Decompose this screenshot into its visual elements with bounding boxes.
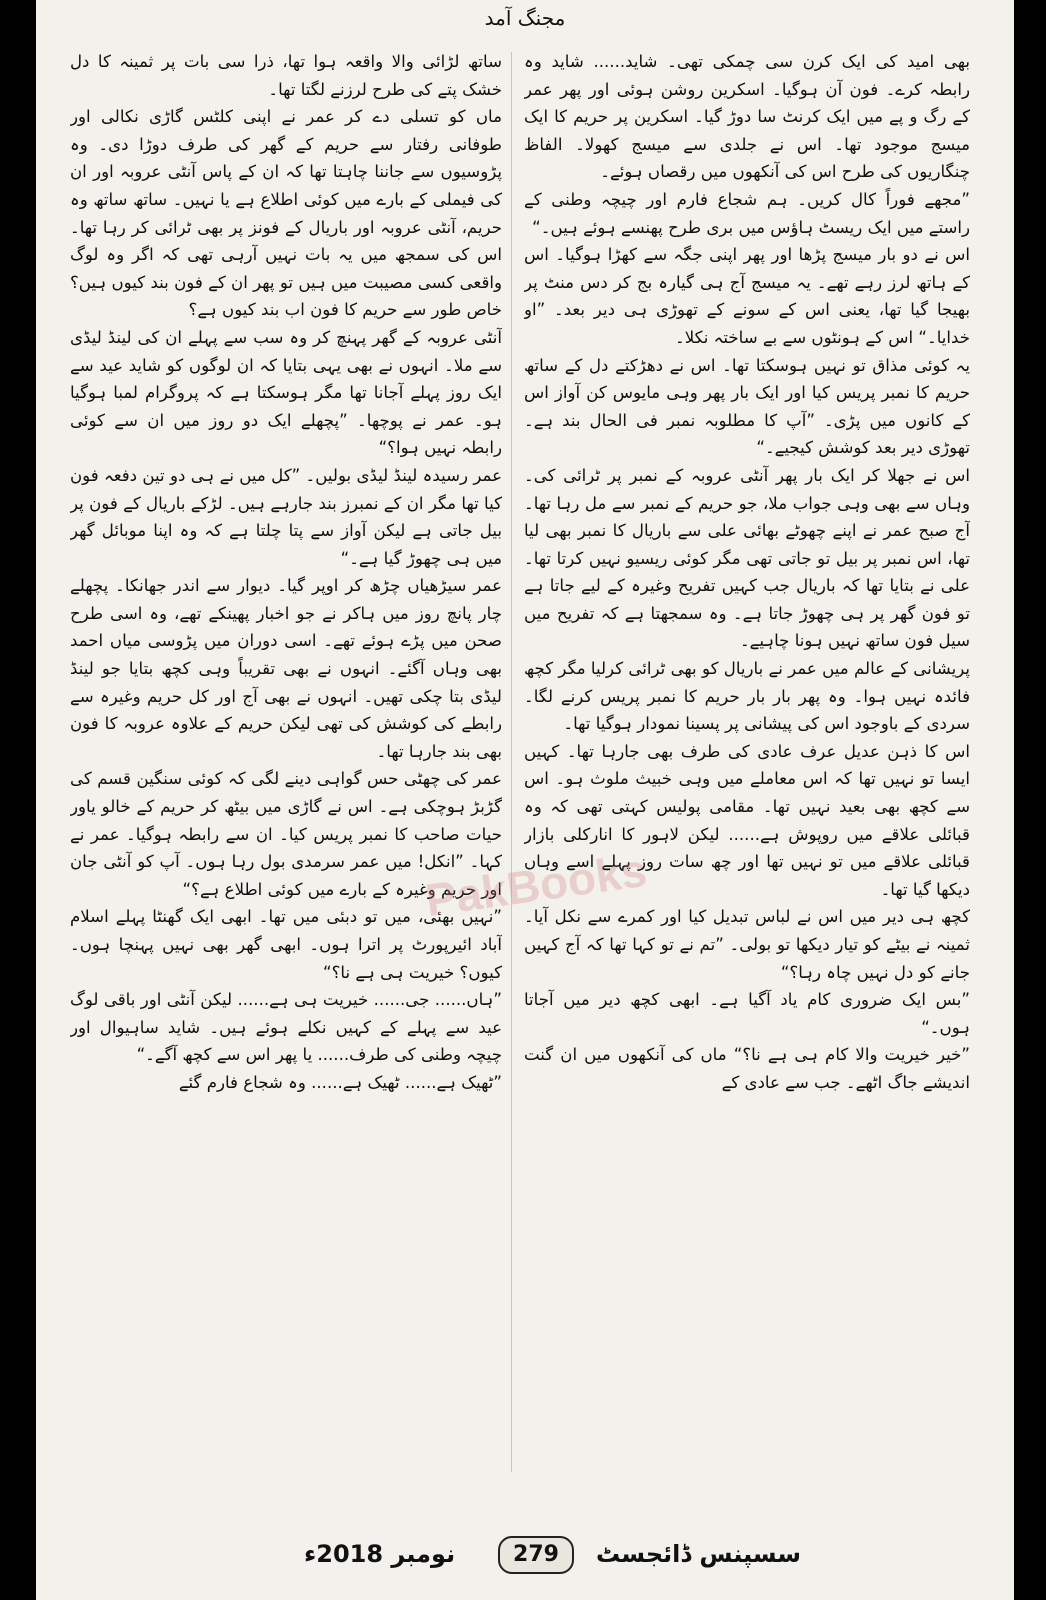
paragraph: یہ کوئی مذاق تو نہیں ہوسکتا تھا۔ اس نے دھڑکتے دل کے ساتھ حریم کا نمبر پریس کیا اور ایک بار پھر وہی مایوس کن آواز اس کے کانوں میں پڑی۔ ”آپ کا مطلوبہ نمبر فی الحال بند ہے۔ تھوڑی دیر بعد کوشش کیجیے۔“ bbox=[524, 355, 970, 458]
paragraph: آنٹی عروبہ کے گھر پہنچ کر وہ سب سے پہلے ان کی لینڈ لیڈی سے ملا۔ انہوں نے بھی یہی بتایا کہ ان لوگوں کو شاید عید سے ایک روز پہلے آجانا تھا مگر ہوسکتا ہے کہ پروگرام لمبا ہوگیا ہو۔ عمر نے پوچھا۔ ”پچھلے ایک دو روز میں ان سے کوئی رابطہ نہیں ہوا؟“ bbox=[70, 327, 502, 458]
magazine-name: سسپنس ڈائجسٹ bbox=[596, 1540, 801, 1568]
page-number: 279 bbox=[498, 1536, 574, 1574]
running-head: مجنگ آمد bbox=[484, 6, 566, 30]
left-column bbox=[70, 48, 502, 1514]
issue-date: نومبر 2018ء bbox=[304, 1540, 456, 1568]
paragraph: ”نہیں بھئی، میں تو دبئی میں تھا۔ ابھی ایک گھنٹا پہلے اسلام آباد ائیرپورٹ پر اترا ہوں۔ ابھی گھر بھی نہیں پہنچا ہوں۔ کیوں؟ خیریت ہی ہے نا؟“ bbox=[70, 907, 502, 982]
paragraph: ”بس ایک ضروری کام یاد آگیا ہے۔ ابھی کچھ دیر میں آجاتا ہوں۔“ bbox=[524, 990, 970, 1037]
column-divider bbox=[511, 52, 512, 1472]
paragraph: عمر سیڑھیاں چڑھ کر اوپر گیا۔ دیوار سے اندر جھانکا۔ پچھلے چار پانچ روز میں ہاکر نے جو اخبار پھینکے تھے، وہ اسی طرح صحن میں پڑے ہوئے تھے۔ اسی دوران میں پڑوسی میاں احمد بھی وہاں آگئے۔ انہوں نے بھی تقریباً وہی کچھ بتایا جو لینڈ لیڈی بتا چکی تھیں۔ انہوں نے بھی آج اور کل حریم وغیرہ سے رابطے کی کوشش کی تھی لیکن حریم کے علاوہ عروبہ کا فون بھی بند جارہا تھا۔ bbox=[70, 576, 502, 761]
paragraph: ”مجھے فوراً کال کریں۔ ہم شجاع فارم اور چیچہ وطنی کے راستے میں ایک ریسٹ ہاؤس میں بری طرح پھنسے ہوئے ہیں۔“ bbox=[524, 189, 970, 237]
paragraph: ”ہاں...... جی...... خیریت ہی ہے...... لیکن آنٹی اور باقی لوگ عید سے پہلے کے کہیں نکلے ہوئے ہیں۔ شاید ساہیوال اور چیچہ وطنی کی طرف...... یا پھر اس سے کچھ آگے۔“ bbox=[70, 990, 502, 1065]
paragraph: اس نے دو بار میسج پڑھا اور پھر اپنی جگہ سے کھڑا ہوگیا۔ اس کے ہاتھ لرز رہے تھے۔ یہ میسج آج ہی گیارہ بج کر دس منٹ پر بھیجا گیا تھا، یعنی اس کے سونے کے تھوڑی ہی دیر بعد۔ ”او خدایا۔“ اس کے ہونٹوں سے بے ساختہ نکلا۔ bbox=[524, 245, 970, 347]
paragraph: اس کا ذہن عدیل عرف عادی کی طرف بھی جارہا تھا۔ کہیں ایسا تو نہیں تھا کہ اس معاملے میں وہی خبیث ملوث ہو۔ اس سے کچھ بھی بعید نہیں تھا۔ مقامی پولیس کہتی تھی کہ وہ قبائلی علاقے میں روپوش ہے...... لیکن لاہور کا انارکلی بازار قبائلی علاقے میں تو نہیں تھا اور چھ سات روز پہلے اسے وہاں دیکھا گیا تھا۔ bbox=[524, 741, 970, 899]
watermark: PakBooks bbox=[422, 843, 650, 927]
paragraph: ”خیر خیریت والا کام ہی ہے نا؟“ ماں کی آنکھوں میں ان گنت اندیشے جاگ اٹھے۔ جب سے عادی کے bbox=[524, 1045, 970, 1092]
paragraph: ساتھ لڑائی والا واقعہ ہوا تھا، ذرا سی بات پر ثمینہ کا دل خشک پتے کی طرح لرزنے لگتا تھا۔ bbox=[70, 52, 502, 99]
paragraph: کچھ ہی دیر میں اس نے لباس تبدیل کیا اور کمرے سے نکل آیا۔ ثمینہ نے بیٹے کو تیار دیکھا تو بولی۔ ”تم نے تو کہا تھا کہ آج کہیں جانے کو دل نہیں چاہ رہا؟“ bbox=[524, 907, 970, 982]
paragraph: ماں کو تسلی دے کر عمر نے اپنی کلٹس گاڑی نکالی اور طوفانی رفتار سے حریم کے گھر کی طرف دوڑا دی۔ وہ پڑوسیوں سے جاننا چاہتا تھا کہ ان کے پاس آنٹی عروبہ اور ان کی فیملی کے بارے میں کوئی اطلاع ہے یا نہیں۔ ساتھ ساتھ وہ حریم، آنٹی عروبہ اور باریال کے فونز پر بھی ٹرائی کر رہا تھا۔ اس کی سمجھ میں یہ بات نہیں آرہی تھی کہ اگر وہ لوگ واقعی کسی مصیبت میں ہیں تو پھر ان کے فون بند کیوں ہیں؟ خاص طور سے حریم کا فون اب بند کیوں ہے؟ bbox=[70, 107, 502, 320]
magazine-page bbox=[36, 0, 1014, 1600]
paragraph: اس نے جھلا کر ایک بار پھر آنٹی عروبہ کے نمبر پر ٹرائی کی۔ وہاں سے بھی وہی جواب ملا، جو حریم کے نمبر سے مل رہا تھا۔ آج صبح عمر نے اپنے چھوٹے بھائی علی سے باریال کا نمبر بھی لیا تھا، اس نمبر پر بیل تو جاتی تھی مگر کوئی ریسیو نہیں کرتا تھا۔ علی نے بتایا تھا کہ باریال جب کہیں تفریح وغیرہ کے لیے جاتا ہے تو فون گھر پر ہی چھوڑ جاتا ہے۔ وہ سمجھتا ہے کہ تفریح میں سیل فون ساتھ نہیں ہونا چاہیے۔ bbox=[524, 465, 970, 651]
paragraph: ”ٹھیک ہے...... ٹھیک ہے...... وہ شجاع فارم گئے bbox=[178, 1072, 502, 1092]
right-column bbox=[524, 48, 970, 1514]
paragraph: عمر کی چھٹی حس گواہی دینے لگی کہ کوئی سنگین قسم کی گڑبڑ ہوچکی ہے۔ اس نے گاڑی میں بیٹھ کر حریم کے خالو یاور حیات صاحب کا نمبر پریس کیا۔ ان سے رابطہ ہوگیا۔ عمر نے کہا۔ ”انکل! میں عمر سرمدی بول رہا ہوں۔ آپ کو آنٹی جان اور حریم وغیرہ کے بارے میں کوئی اطلاع ہے؟“ bbox=[70, 769, 502, 899]
paragraph: عمر رسیدہ لینڈ لیڈی بولیں۔ ”کل میں نے ہی دو تین دفعہ فون کیا تھا مگر ان کے نمبرز بند جارہے ہیں۔ لڑکے باریال کے فون پر بیل جاتی ہے لیکن آواز سے پتا چلتا ہے کہ وہ اپنا موبائل گھر میں ہی چھوڑ گیا ہے۔“ bbox=[70, 465, 502, 568]
paragraph: بھی امید کی ایک کرن سی چمکی تھی۔ شاید...... شاید وہ رابطہ کرے۔ فون آن ہوگیا۔ اسکرین روشن ہوئی اور پھر عمر کے رگ و پے میں ایک کرنٹ سا دوڑ گیا۔ اسکرین پر حریم کا ایک میسج موجود تھا۔ اس نے جلدی سے میسج کھولا۔ الفاظ چنگاریوں کی طرح اس کی آنکھوں میں رقصاں ہوئے۔ bbox=[524, 52, 970, 182]
page-footer bbox=[36, 1528, 1014, 1582]
paragraph: پریشانی کے عالم میں عمر نے باریال کو بھی ٹرائی کرلیا مگر کچھ فائدہ نہیں ہوا۔ وہ پھر بار بار حریم کا نمبر پریس کرنے لگا۔ سردی کے باوجود اس کی پیشانی پر پسینا نمودار ہوگیا تھا۔ bbox=[524, 659, 970, 734]
